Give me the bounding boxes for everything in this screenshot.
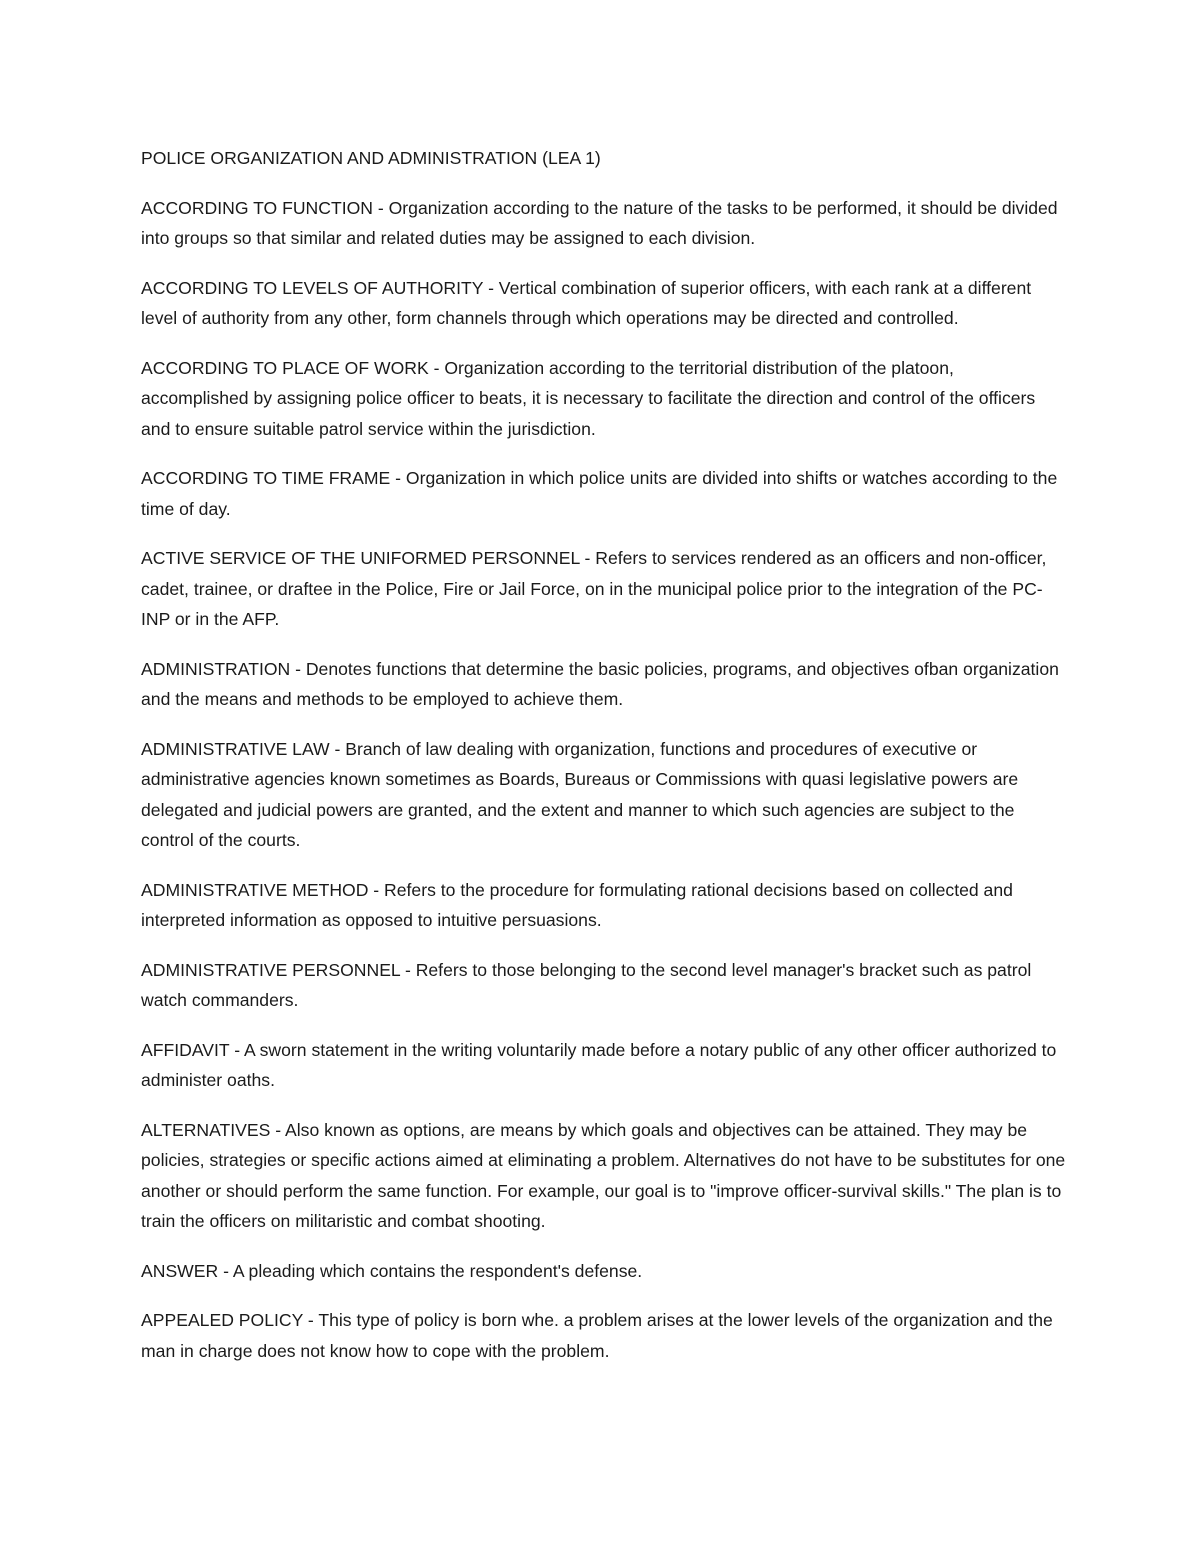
entry-administrative-law: ADMINISTRATIVE LAW - Branch of law dealing with organization, functions and procedures of executive or administrative agencies known sometimes as Boards, Bureaus or Commissions with quasi legislative powers are delegated and judicial powers are granted, and the extent and manner to which such agencies are subject to the control of the courts. [141, 738, 1019, 850]
entry-affidavit: AFFIDAVIT - A sworn statement in the writing voluntarily made before a notary public of any other officer authorized to administer oaths. [141, 1039, 1057, 1090]
entry-according-to-time-frame: ACCORDING TO TIME FRAME - Organization in which police units are divided into shifts or watches according to the time of day. [141, 468, 1058, 519]
document-body [141, 143, 1066, 1385]
entry-administrative-method: ADMINISTRATIVE METHOD - Refers to the procedure for formulating rational decisions based on collected and interpreted information as opposed to intuitive persuasions. [141, 879, 1013, 930]
entry-appealed-policy: APPEALED POLICY - This type of policy is born whe. a problem arises at the lower levels of the organization and the man in charge does not know how to cope with the problem. [141, 1310, 1053, 1361]
entry-according-to-levels-of-authority: ACCORDING TO LEVELS OF AUTHORITY - Vertical combination of superior officers, with each rank at a different level of authority from any other, form channels through which operations may be directed and controlled. [141, 277, 1032, 328]
document-title: POLICE ORGANIZATION AND ADMINISTRATION (LEA 1) [141, 148, 601, 168]
entry-according-to-place-of-work: ACCORDING TO PLACE OF WORK - Organization according to the territorial distribution of the platoon, accomplished by assigning police officer to beats, it is necessary to facilitate the direction and control of the officers and to ensure suitable patrol service within the jurisdiction. [141, 357, 1036, 439]
entry-active-service: ACTIVE SERVICE OF THE UNIFORMED PERSONNEL - Refers to services rendered as an officers and non-officer, cadet, trainee, or draftee in the Police, Fire or Jail Force, on in the municipal police prior to the integration of the PC-INP or in the AFP. [141, 548, 1047, 629]
entry-administration: ADMINISTRATION - Denotes functions that determine the basic policies, programs, and objectives ofban organization and the means and methods to be employed to achieve them. [141, 658, 1059, 709]
entry-answer: ANSWER - A pleading which contains the respondent's defense. [141, 1260, 643, 1281]
entry-alternatives: ALTERNATIVES - Also known as options, are means by which goals and objectives can be attained. They may be policies, strategies or specific actions aimed at eliminating a problem. Alternatives do not have to be substitutes for one another or should perform the same function. For example, our goal is to "improve officer-survival skills." The plan is to train the officers on militaristic and combat shooting. [141, 1119, 1066, 1231]
entry-administrative-personnel: ADMINISTRATIVE PERSONNEL - Refers to those belonging to the second level manager's bracket such as patrol watch commanders. [141, 959, 1032, 1010]
entry-according-to-function: ACCORDING TO FUNCTION - Organization according to the nature of the tasks to be performed, it should be divided into groups so that similar and related duties may be assigned to each division. [141, 197, 1058, 248]
